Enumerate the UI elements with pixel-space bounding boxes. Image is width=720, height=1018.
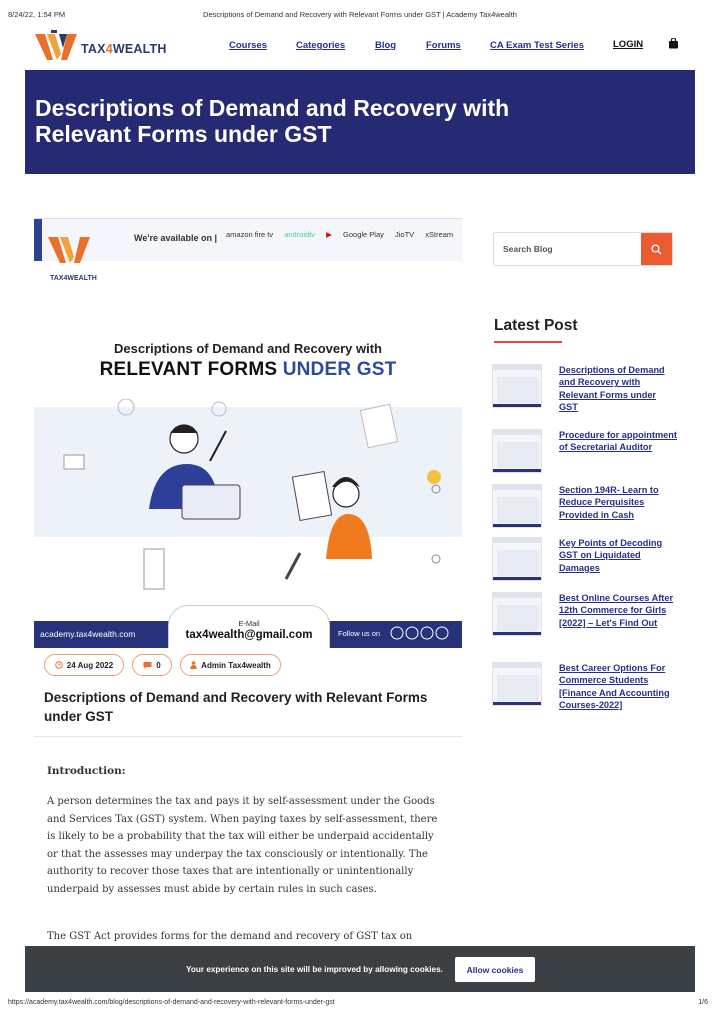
- post-date-badge: [44, 654, 124, 676]
- article-title: Descriptions of Demand and Recovery with Relevant Forms under GST: [44, 690, 428, 724]
- page-title-banner: [25, 70, 695, 174]
- platform-jiotv: JioTV: [394, 230, 415, 239]
- cookie-message: Your experience on this site will be improved by allowing cookies.: [186, 965, 443, 974]
- nav-courses[interactable]: Courses: [229, 40, 268, 51]
- print-doc-title: Descriptions of Demand and Recovery with Relevant Forms under GST | Academy Tax4wealth: [203, 10, 517, 19]
- image-title-line2: RELEVANT FORMS UNDER GST: [99, 359, 397, 380]
- print-date: 8/24/22, 1:54 PM: [8, 10, 66, 19]
- latest-post-link[interactable]: Best Online Courses After 12th Commerce for Girls [2022] – Let's Find Out: [559, 593, 674, 628]
- comments-badge[interactable]: [132, 654, 172, 676]
- post-thumbnail[interactable]: [492, 429, 542, 473]
- platform-androidtv: androidtv: [284, 230, 316, 239]
- email-address: tax4wealth@gmail.com: [185, 629, 313, 641]
- available-on-text: We're available on |: [134, 233, 218, 243]
- main-nav: [0, 40, 720, 54]
- latest-post-link[interactable]: Descriptions of Demand and Recovery with Relevant Forms under GST: [559, 365, 665, 412]
- nav-categories[interactable]: Categories: [296, 40, 346, 51]
- search-button[interactable]: [641, 233, 672, 265]
- nav-forums[interactable]: Forums: [426, 40, 461, 51]
- blog-search: [493, 232, 673, 266]
- author-name: Admin Tax4wealth: [201, 660, 271, 670]
- image-logo-text: TAX4WEALTH: [50, 275, 97, 282]
- image-logo-mark-icon: [46, 231, 94, 271]
- logo-wordmark: TAX4WEALTH: [81, 42, 167, 56]
- post-thumbnail[interactable]: [492, 592, 542, 636]
- post-thumbnail[interactable]: [492, 537, 542, 581]
- latest-post-link[interactable]: Procedure for appointment of Secretarial Auditor: [559, 430, 677, 453]
- office-illustration: [34, 399, 462, 619]
- post-thumbnail[interactable]: [492, 484, 542, 528]
- intro-paragraph-2: The GST Act provides forms for the demand and recovery of GST tax on: [47, 931, 413, 942]
- platform-list: [226, 230, 462, 239]
- youtube-icon: ▶: [326, 230, 332, 239]
- platform-google-play: Google Play: [343, 230, 384, 239]
- shopping-bag-icon[interactable]: [668, 38, 679, 49]
- image-site-url: academy.tax4wealth.com: [40, 629, 136, 639]
- user-icon: [190, 661, 197, 669]
- platform-xstream: xStream: [425, 230, 454, 239]
- intro-heading: Introduction:: [47, 765, 126, 777]
- search-icon: [651, 244, 662, 255]
- latest-post-heading: Latest Post: [494, 317, 578, 334]
- nav-login[interactable]: LOGIN: [613, 39, 644, 50]
- latest-post-underline: [494, 341, 562, 343]
- clock-icon: [55, 661, 63, 669]
- author-badge[interactable]: [180, 654, 281, 676]
- allow-cookies-button[interactable]: Allow cookies: [455, 957, 535, 982]
- cookie-consent-bar: [25, 946, 695, 992]
- latest-post-link[interactable]: Key Points of Decoding GST on Liquidated Damages: [559, 538, 663, 573]
- image-logo: [46, 231, 106, 287]
- nav-blog[interactable]: Blog: [375, 40, 397, 51]
- post-thumbnail[interactable]: [492, 662, 542, 706]
- intro-paragraph: A person determines the tax and pays it by self-assessment under the Goods and Services Tax (GST) system. When paying taxes by self-assessment, there is likely to be a probability that the tax will either be underpaid accidentally or that the assesses may underpay the tax consciously or intentionally. The authority to recover those taxes that are intentionally or unintentionally underpaid by assesses must abide by certain rules in such cases.: [47, 796, 438, 895]
- ribbon-accent: [34, 219, 42, 261]
- comment-count: 0: [156, 660, 161, 670]
- comment-icon: [143, 661, 152, 669]
- print-page-number: 1/6: [698, 999, 708, 1006]
- latest-post-link[interactable]: Best Career Options For Commerce Students [Finance And Accounting Courses-2022]: [559, 663, 670, 710]
- nav-ca-exam-test-series[interactable]: CA Exam Test Series: [490, 40, 584, 51]
- post-thumbnail[interactable]: [492, 364, 542, 408]
- article-divider: [34, 736, 462, 737]
- post-date: 24 Aug 2022: [66, 660, 114, 670]
- social-icons: [390, 626, 452, 640]
- featured-image: [34, 218, 462, 648]
- follow-us-text: Follow us on: [338, 629, 381, 638]
- page-title: Descriptions of Demand and Recovery with Relevant Forms under GST: [35, 95, 510, 147]
- print-url: https://academy.tax4wealth.com/blog/descriptions-of-demand-and-recovery-with-relevant-forms-under-gst: [8, 999, 335, 1006]
- email-label: E-Mail: [238, 619, 260, 628]
- platform-amazon: amazon fire tv: [226, 230, 274, 239]
- latest-post-link[interactable]: Section 194R- Learn to Reduce Perquisites Provided in Cash: [559, 485, 659, 520]
- search-input[interactable]: [494, 233, 642, 265]
- image-title-line1: Descriptions of Demand and Recovery with: [113, 341, 382, 356]
